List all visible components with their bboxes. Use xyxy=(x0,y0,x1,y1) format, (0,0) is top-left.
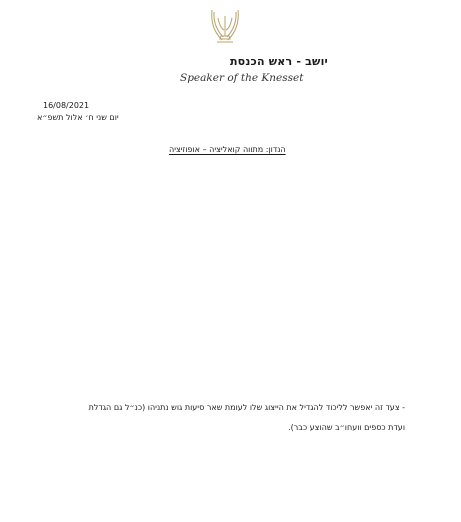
speaker-title: יושב - ראש הכנסת xyxy=(229,55,328,68)
gregorian-date: 16/08/2021 xyxy=(43,101,90,110)
hebrew-date: יום שני ח׳ אלול תשפ״א xyxy=(37,113,119,122)
speaker-subtitle: Speaker of the Knesset xyxy=(180,72,304,84)
subject-line: הנדון: מתווה קואליציה – אופוזיציה xyxy=(169,145,286,154)
footer-line-2: ועדת כספים וועחו״ב שהוצע כבר). xyxy=(288,423,405,432)
footer-line-1: - צעד זה יאפשר לליכוד להגדיל את הייצוג שלו לעומת שאר סיעות גוש נתניהו (כנ״ל גם הגדלת xyxy=(88,403,405,412)
menorah-emblem-icon xyxy=(208,6,242,46)
